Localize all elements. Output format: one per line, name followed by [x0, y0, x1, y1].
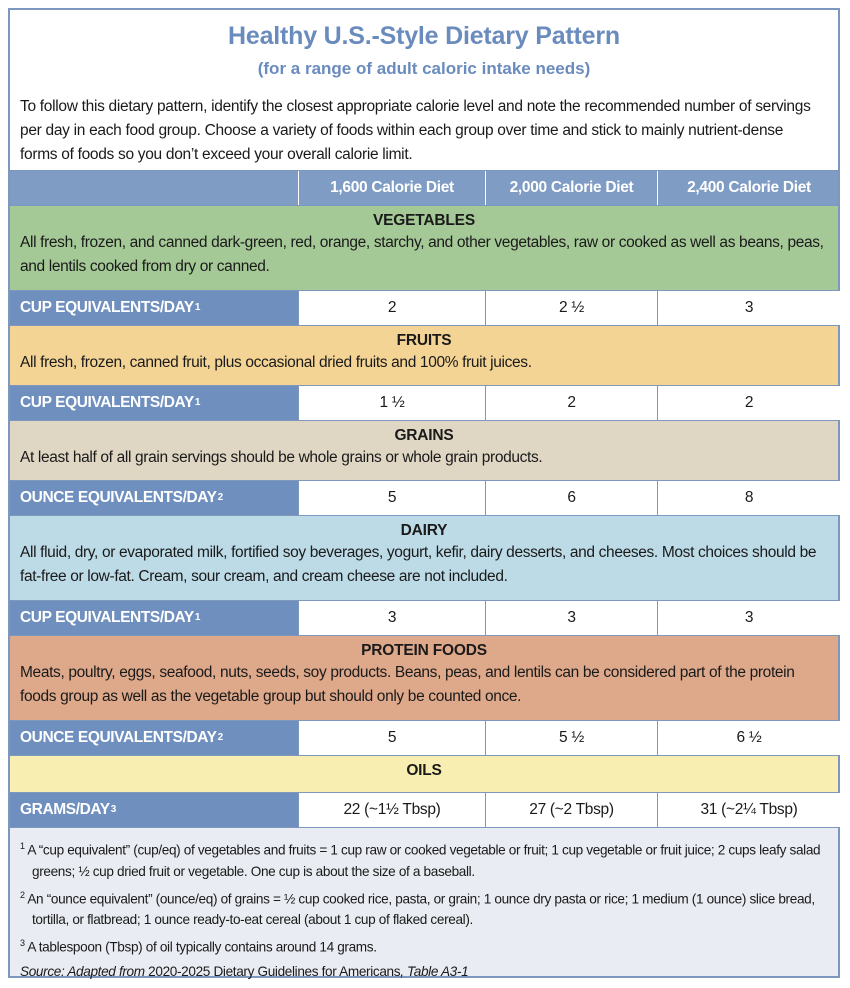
column-header-2000: 2,000 Calorie Diet [485, 171, 657, 205]
serving-unit-label: OUNCE EQUIVALENTS/DAY $^2$ [10, 481, 298, 515]
serving-unit-label: OUNCE EQUIVALENTS/DAY $^2$ [10, 721, 298, 755]
page-title: Healthy U.S.-Style Dietary Pattern [228, 22, 620, 50]
footnote-1: $^1$ A “cup equivalent” (cup/eq) of vegetables and fruits = 1 cup raw or cooked vegetable or fruit; 1 cup vegetable or fruit juice; 2 cups leafy salad greens; ½ cup dried fruit or vegetable. One cup is about the size of a baseball. [20, 841, 821, 879]
value-2000: 2 ½ [485, 291, 657, 325]
value-2400: 2 [657, 386, 840, 420]
group-vegetables [10, 205, 838, 290]
value-2000: 3 [485, 601, 657, 635]
serving-unit-label: GRAMS/DAY $^3$ [10, 793, 298, 827]
group-description: All fresh, frozen, and canned dark-green, red, orange, starchy, and other vegetables, raw or cooked as well as beans, peas, and lentils cooked from dry or canned. [20, 234, 824, 275]
column-header-1600: 1,600 Calorie Diet [298, 171, 485, 205]
footnote-ref: 1 [194, 396, 201, 408]
serving-row-vegetables [10, 290, 838, 325]
serving-unit-label: CUP EQUIVALENTS/DAY $^1$ [10, 291, 298, 325]
footnote-ref: 1 [194, 301, 201, 313]
value-2000: 6 [485, 481, 657, 515]
group-name: OILS [406, 762, 442, 779]
value-1600: 5 [298, 481, 485, 515]
value-1600: 2 [298, 291, 485, 325]
value-2400: 3 [657, 291, 840, 325]
serving-unit-label: CUP EQUIVALENTS/DAY $^1$ [10, 601, 298, 635]
column-header-row [10, 170, 838, 205]
value-2400: 31 (~2¼ Tbsp) [657, 793, 840, 827]
group-name: GRAINS [394, 427, 454, 444]
value-2400: 6 ½ [657, 721, 840, 755]
group-dairy [10, 515, 838, 600]
group-description: All fresh, frozen, canned fruit, plus occasional dried fruits and 100% fruit juices. [20, 354, 532, 371]
group-description: All fluid, dry, or evaporated milk, fortified soy beverages, yogurt, kefir, dairy desserts, and cheeses. Most choices should be fat-free or low-fat. Cream, sour cream, and cream cheese are not included. [20, 544, 817, 585]
value-1600: 5 [298, 721, 485, 755]
serving-row-oils [10, 792, 838, 827]
footnote-2: $^2$ An “ounce equivalent” (ounce/eq) of grains = ½ cup cooked rice, pasta, or grain; 1 ounce dry pasta or rice; 1 medium (1 ounce) slice bread, tortilla, or flatbread; 1 ounce ready-to-eat cereal (about 1 cup of flaked cereal). [20, 889, 815, 928]
group-name: FRUITS [396, 332, 452, 349]
group-grains [10, 420, 838, 480]
group-description: Meats, poultry, eggs, seafood, nuts, seeds, soy products. Beans, peas, and lentils can be considered part of the protein foods group as well as the vegetable group but should only be counted once. [20, 664, 795, 705]
group-description: At least half of all grain servings should be whole grains or whole grain products. [20, 449, 543, 466]
value-2400: 3 [657, 601, 840, 635]
intro-text: To follow this dietary pattern, identify the closest appropriate calorie level and note the recommended number of servings per day in each food group. Choose a variety of foods within each group over time and stick to mainly nutrient-dense forms of foods so you don’t exceed your overall calorie limit. [20, 98, 811, 163]
footnotes-section [10, 827, 838, 979]
column-header-2400: 2,400 Calorie Diet [657, 171, 840, 205]
source-citation: Source: Adapted from 2020-2025 Dietary Guidelines for Americans, Table A3-1 [20, 963, 469, 979]
serving-row-fruits [10, 385, 838, 420]
value-2000: 5 ½ [485, 721, 657, 755]
page-subtitle: (for a range of adult caloric intake needs) [257, 59, 591, 78]
value-2400: 8 [657, 481, 840, 515]
serving-row-protein-foods [10, 720, 838, 755]
value-2000: 27 (~2 Tbsp) [485, 793, 657, 827]
group-name: PROTEIN FOODS [361, 642, 487, 659]
serving-row-dairy [10, 600, 838, 635]
group-name: DAIRY [400, 522, 448, 539]
footnote-ref: 2 [217, 491, 223, 503]
serving-row-grains [10, 480, 838, 515]
dietary-pattern-card [8, 8, 840, 978]
header-blank-cell [10, 171, 298, 205]
value-2000: 2 [485, 386, 657, 420]
serving-unit-label: CUP EQUIVALENTS/DAY $^1$ [10, 386, 298, 420]
footnote-ref: 1 [194, 611, 201, 623]
value-1600: 1 ½ [298, 386, 485, 420]
group-fruits [10, 325, 838, 385]
group-protein-foods [10, 635, 838, 720]
group-name: VEGETABLES [373, 212, 475, 229]
group-oils [10, 755, 838, 792]
footnote-ref: 3 [110, 803, 116, 815]
value-1600: 22 (~1½ Tbsp) [298, 793, 485, 827]
value-1600: 3 [298, 601, 485, 635]
footnote-3: $^3$ A tablespoon (Tbsp) of oil typically contains around 14 grams. [20, 938, 377, 955]
footnote-ref: 2 [217, 731, 223, 743]
